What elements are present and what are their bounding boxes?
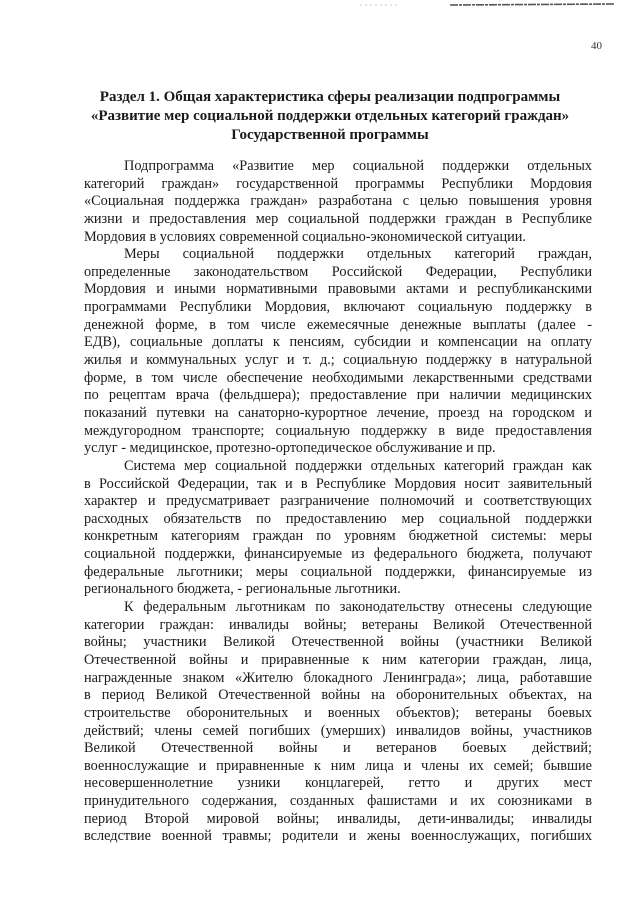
text-line: действий; члены семей погибших (умерших) инвалидов войны, участников	[84, 722, 592, 739]
text-line: несовершеннолетние узники концлагерей, гетто и других мест	[84, 775, 592, 792]
paragraph	[84, 158, 592, 246]
scan-artifact	[360, 2, 620, 8]
text-line: в период Великой Отечественной войны на оборонительных объектах, на	[84, 687, 592, 704]
text-line: междугородном транспорте; социальную поддержку в виде предоставления	[84, 422, 592, 439]
text-line: в Российской Федерации, так и в Республике Мордовия носит заявительный	[84, 475, 592, 492]
text-line: военнослужащие и приравненные к ним лица и члены их семей; бывшие	[84, 757, 592, 774]
text-line: конкретным категориям граждан по уровням бюджетной системы: меры	[84, 528, 592, 545]
text-line: Система мер социальной поддержки отдельных категорий граждан как	[124, 457, 592, 474]
paragraph	[84, 246, 592, 458]
text-line: федеральные льготники; меры социальной поддержки, финансируемые из	[84, 563, 592, 580]
text-line: денежной форме, в том числе ежемесячные денежные выплаты (далее -	[84, 316, 592, 333]
heading-line: Государственной программы	[231, 127, 429, 143]
text-line: показаний путевки на санаторно-курортное лечение, проезд на городском и	[84, 404, 592, 421]
body-text	[84, 158, 592, 846]
text-line: категорий граждан» государственной программы Республики Мордовия	[84, 175, 592, 192]
text-line: К федеральным льготникам по законодательству отнесены следующие	[124, 599, 592, 616]
text-line: войны; участники Великой Отечественной войны (участники Великой	[84, 634, 592, 651]
text-line: жизни и предоставления мер социальной поддержки граждан в Республике	[84, 210, 592, 227]
text-line: программами Республики Мордовия, включают социальную поддержку в	[84, 299, 592, 316]
text-line: принудительного содержания, созданных фашистами и их союзниками в	[84, 793, 592, 810]
text-line: Меры социальной поддержки отдельных категорий граждан,	[124, 246, 592, 263]
text-line: категории граждан: инвалиды войны; ветераны Великой Отечественной	[84, 616, 592, 633]
text-line: по рецептам врача (фельдшера); предоставление при наличии медицинских	[84, 387, 592, 404]
text-line: Мордовия и иными нормативными правовыми актами и республиканскими	[84, 281, 592, 298]
paragraph	[84, 599, 592, 846]
heading-line: Раздел 1. Общая характеристика сферы реализации подпрограммы	[99, 89, 561, 105]
text-line: награжденные знаком «Жителю блокадного Ленинграда»; лица, работавшие	[84, 669, 592, 686]
text-line: социальной поддержки, финансируемые из федерального бюджета, получают	[84, 546, 592, 563]
text-line: Подпрограмма «Развитие мер социальной поддержки отдельных	[124, 158, 592, 174]
text-line: жилья и коммунальных услуг и т. д.; социальную поддержку в натуральной	[84, 352, 592, 369]
text-line: форме, в том числе обеспечение необходимыми лекарственными средствами	[84, 369, 592, 386]
text-line: Отечественной войны и приравненные к ним категории граждан, лица,	[84, 651, 592, 668]
text-line: Мордовия в условиях современной социально-экономической ситуации.	[84, 228, 526, 245]
text-line: расходных обязательств по предоставлению мер социальной поддержки	[84, 510, 592, 527]
section-heading	[60, 88, 600, 145]
text-line: услуг - медицинское, протезно-ортопедическое обслуживание и пр.	[84, 440, 496, 457]
text-line: ЕДВ), социальные доплаты к пенсиям, субсидии и компенсации на оплату	[84, 334, 592, 351]
text-line: характер и предусматривает разграничение полномочий и соответствующих	[84, 493, 592, 510]
text-line: строительстве оборонительных и военных объектов); ветераны боевых	[84, 704, 592, 721]
page-number: 40	[591, 40, 602, 52]
text-line: вследствие военной травмы; родители и жены военнослужащих, погибших	[84, 828, 592, 845]
text-line: Великой Отечественной войны и ветеранов боевых действий;	[84, 740, 592, 757]
text-line: период Второй мировой войны; инвалиды, дети-инвалиды; инвалиды	[84, 810, 592, 827]
paragraph	[84, 458, 592, 599]
text-line: определенные законодательством Российской Федерации, Республики	[84, 263, 592, 280]
text-line: «Социальная поддержка граждан» разработана с целью повышения уровня	[84, 193, 592, 210]
text-line: регионального бюджета, - региональные льготники.	[84, 581, 401, 598]
heading-line: «Развитие мер социальной поддержки отдельных категорий граждан»	[90, 108, 570, 124]
